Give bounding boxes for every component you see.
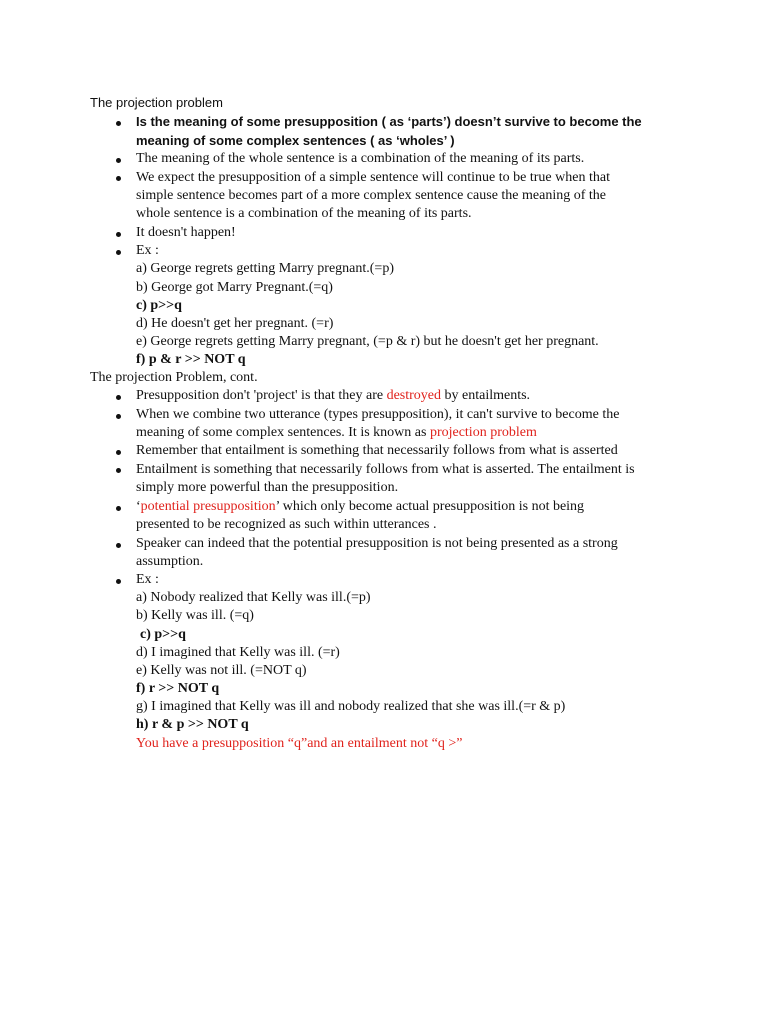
bullet-text: Speaker can indeed that the potential presupposition is not being presented as a strong (136, 536, 618, 551)
bullet-icon (116, 395, 121, 400)
example-line: a) George regrets getting Marry pregnant.(=p) (136, 261, 394, 276)
bullet-icon (116, 176, 121, 181)
bullet-text: whole sentence is a combination of the meaning of its parts. (136, 206, 472, 221)
bullet-text: meaning of some complex sentences ( as ‘wholes’ ) (136, 133, 455, 148)
example-label: Ex : (136, 572, 159, 587)
bullet-icon (116, 232, 121, 237)
example-line: d) He doesn't get her pregnant. (=r) (136, 316, 334, 331)
example-line: a) Nobody realized that Kelly was ill.(=p) (136, 590, 371, 605)
bullet-text (136, 499, 584, 515)
bullet-text: presented to be recognized as such within utterances . (136, 517, 437, 532)
text-run: ’ which only become actual presupposition is not being (275, 499, 585, 514)
example-line: b) George got Marry Pregnant.(=q) (136, 280, 333, 295)
example-line: c) p>>q (136, 298, 182, 313)
conclusion-text: You have a presupposition “q”and an entailment not “q >” (136, 736, 463, 751)
bullet-text: Is the meaning of some presupposition ( as ‘parts’) doesn’t survive to become the (136, 114, 642, 129)
bullet-icon (116, 121, 121, 126)
text-run: by entailments. (441, 388, 531, 403)
example-line: h) r & p >> NOT q (136, 717, 249, 732)
bullet-text: The meaning of the whole sentence is a combination of the meaning of its parts. (136, 151, 585, 166)
bullet-text (136, 388, 530, 404)
section-title: The projection problem (90, 95, 223, 110)
bullet-icon (116, 250, 121, 255)
text-run: ‘ (136, 499, 141, 514)
highlighted-text: projection problem (429, 425, 537, 440)
text-run: Presupposition don't 'project' is that they are (136, 388, 387, 403)
example-label: Ex : (136, 243, 159, 258)
bullet-icon (116, 506, 121, 511)
bullet-text: It doesn't happen! (136, 225, 236, 240)
highlighted-text: potential presupposition (140, 499, 276, 514)
bullet-text: simply more powerful than the presupposition. (136, 480, 399, 495)
example-line: b) Kelly was ill. (=q) (136, 608, 254, 623)
example-line: e) George regrets getting Marry pregnant, (=p & r) but he doesn't get her pregnant. (136, 334, 599, 349)
example-line: f) r >> NOT q (136, 681, 220, 696)
bullet-text: Remember that entailment is something that necessarily follows from what is asserted (136, 443, 618, 458)
bullet-icon (116, 450, 121, 455)
example-line: g) I imagined that Kelly was ill and nobody realized that she was ill.(=r & p) (136, 699, 566, 714)
text-run: meaning of some complex sentences. It is known as (136, 425, 430, 440)
highlighted-text: destroyed (386, 388, 442, 403)
section-title: The projection Problem, cont. (90, 370, 258, 385)
bullet-text: simple sentence becomes part of a more complex sentence cause the meaning of the (136, 188, 606, 203)
bullet-text: assumption. (136, 554, 204, 569)
bullet-text: We expect the presupposition of a simple sentence will continue to be true when that (136, 170, 610, 185)
bullet-text: Entailment is something that necessarily follows from what is asserted. The entailment is (136, 462, 635, 477)
bullet-icon (116, 543, 121, 548)
bullet-icon (116, 414, 121, 419)
example-line: d) I imagined that Kelly was ill. (=r) (136, 645, 340, 660)
bullet-icon (116, 579, 121, 584)
example-line: f) p & r >> NOT q (136, 352, 246, 367)
bullet-text: When we combine two utterance (types presupposition), it can't survive to become the (136, 407, 620, 422)
example-line: c) p>>q (140, 627, 186, 642)
example-line: e) Kelly was not ill. (=NOT q) (136, 663, 307, 678)
bullet-text (136, 425, 537, 441)
bullet-icon (116, 468, 121, 473)
bullet-icon (116, 158, 121, 163)
